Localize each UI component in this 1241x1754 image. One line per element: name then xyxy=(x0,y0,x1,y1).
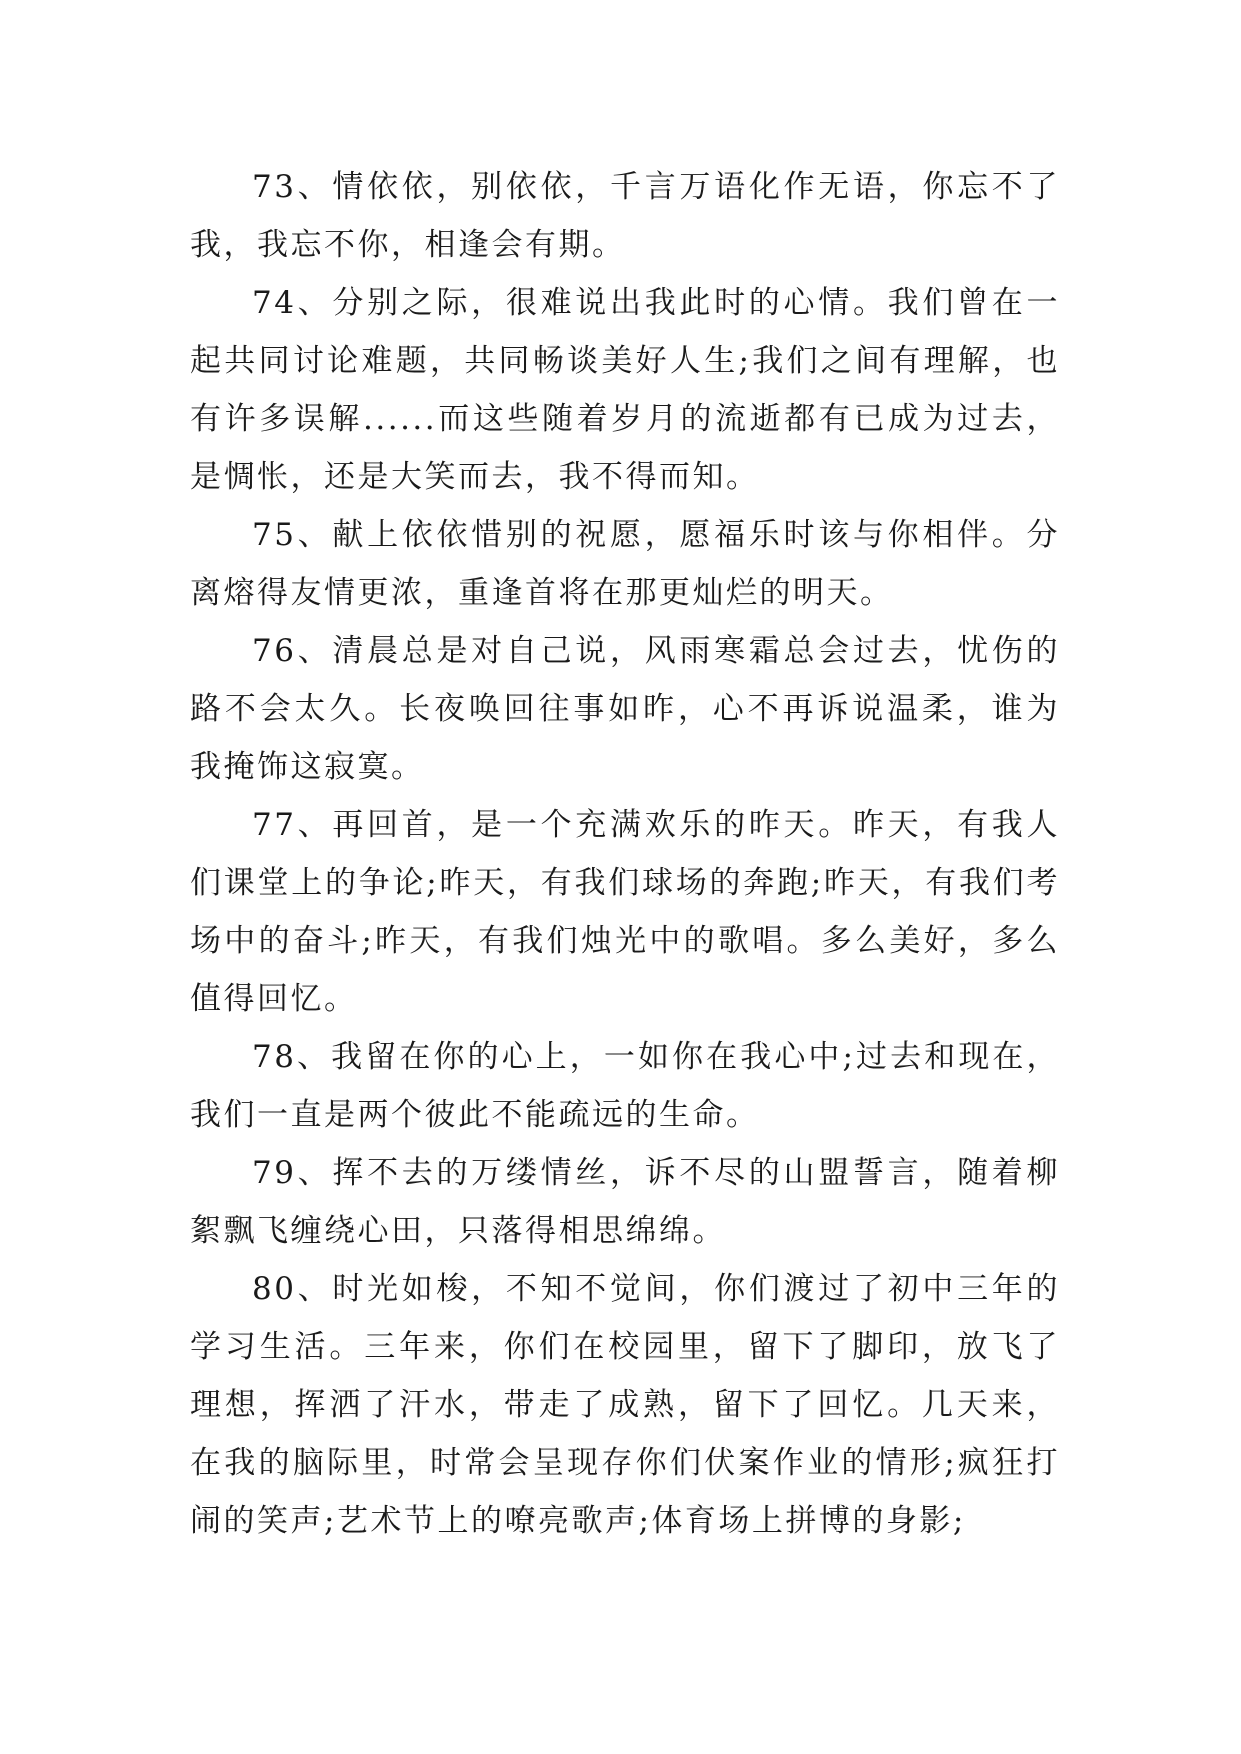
paragraph-80: 80、时光如梭，不知不觉间，你们渡过了初中三年的学习生活。三年来，你们在校园里，留下了脚印，放飞了理想，挥洒了汗水，带走了成熟，留下了回忆。几天来，在我的脑际里，时常会呈现存你们伏案作业的情形;疯狂打闹的笑声;艺术节上的嘹亮歌声;体育场上拼博的身影; xyxy=(190,1271,1060,1539)
paragraph-79: 79、挥不去的万缕情丝，诉不尽的山盟誓言，随着柳絮飘飞缠绕心田，只落得相思绵绵。 xyxy=(190,1155,1060,1249)
document-body xyxy=(190,158,1060,1550)
paragraph-73: 73、情依依，别依依，千言万语化作无语，你忘不了我，我忘不你，相逢会有期。 xyxy=(190,169,1060,263)
paragraph-78: 78、我留在你的心上，一如你在我心中;过去和现在，我们一直是两个彼此不能疏远的生命。 xyxy=(190,1039,1060,1133)
paragraph-75: 75、献上依依惜别的祝愿，愿福乐时该与你相伴。分离熔得友情更浓，重逢首将在那更灿烂的明天。 xyxy=(190,517,1060,611)
paragraph-76: 76、清晨总是对自己说，风雨寒霜总会过去，忧伤的路不会太久。长夜唤回往事如昨，心不再诉说温柔，谁为我掩饰这寂寞。 xyxy=(190,633,1060,785)
paragraph-77: 77、再回首，是一个充满欢乐的昨天。昨天，有我人们课堂上的争论;昨天，有我们球场的奔跑;昨天，有我们考场中的奋斗;昨天，有我们烛光中的歌唱。多么美好，多么值得回忆。 xyxy=(190,807,1060,1017)
paragraph-74: 74、分别之际，很难说出我此时的心情。我们曾在一起共同讨论难题，共同畅谈美好人生;我们之间有理解，也有许多误解......而这些随着岁月的流逝都有已成为过去，是惆怅，还是大笑而去，我不得而知。 xyxy=(190,285,1060,495)
